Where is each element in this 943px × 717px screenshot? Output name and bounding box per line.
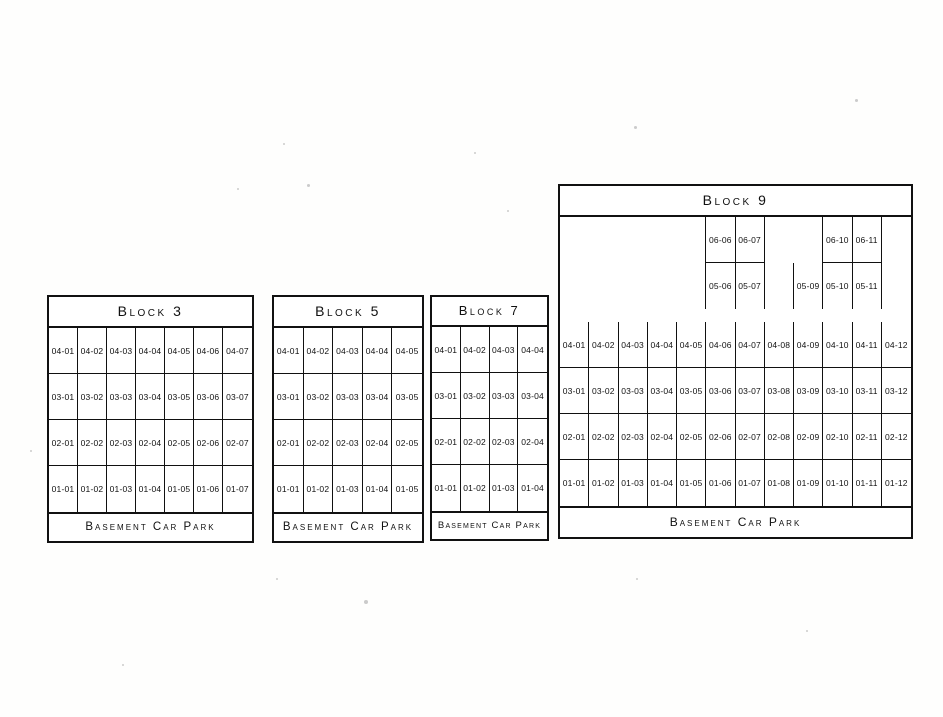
unit-cell[interactable]: 02-05 (392, 420, 422, 466)
empty-cell (677, 217, 706, 263)
unit-cell[interactable]: 04-04 (648, 322, 677, 368)
unit-cell[interactable]: 04-07 (736, 322, 765, 368)
block-5-title: Block 5 (274, 297, 422, 328)
block-5-unit-grid (274, 328, 422, 512)
unit-cell[interactable]: 01-05 (677, 460, 706, 506)
unit-cell[interactable]: 04-05 (165, 328, 194, 374)
scan-speck (507, 210, 509, 212)
unit-cell[interactable]: 01-07 (223, 466, 252, 512)
unit-cell[interactable]: 02-01 (274, 420, 304, 466)
unit-cell[interactable]: 05-07 (736, 263, 765, 309)
unit-cell[interactable]: 03-03 (333, 374, 363, 420)
unit-cell[interactable]: 02-04 (136, 420, 165, 466)
unit-cell[interactable]: 04-04 (518, 327, 547, 373)
block-9-unit-grid (560, 322, 911, 506)
scan-speck (237, 188, 239, 190)
unit-cell[interactable]: 01-01 (49, 466, 78, 512)
unit-cell[interactable]: 01-06 (706, 460, 735, 506)
unit-cell[interactable]: 01-07 (736, 460, 765, 506)
unit-cell[interactable]: 01-10 (823, 460, 852, 506)
unit-cell[interactable]: 02-01 (432, 419, 461, 465)
unit-cell[interactable]: 03-06 (194, 374, 223, 420)
unit-cell[interactable]: 02-04 (518, 419, 547, 465)
unit-cell[interactable]: 03-06 (706, 368, 735, 414)
unit-cell[interactable]: 01-02 (78, 466, 107, 512)
unit-cell[interactable]: 02-02 (461, 419, 490, 465)
unit-cell[interactable]: 02-06 (706, 414, 735, 460)
unit-cell[interactable]: 04-11 (853, 322, 882, 368)
unit-cell[interactable]: 01-08 (765, 460, 794, 506)
unit-row (432, 373, 547, 419)
unit-cell[interactable]: 03-04 (363, 374, 393, 420)
unit-cell[interactable]: 02-08 (765, 414, 794, 460)
unit-cell[interactable]: 06-06 (706, 217, 735, 263)
scan-speck (30, 450, 32, 452)
unit-cell[interactable]: 04-02 (461, 327, 490, 373)
unit-cell[interactable]: 04-02 (78, 328, 107, 374)
unit-cell[interactable]: 04-04 (136, 328, 165, 374)
unit-cell[interactable]: 03-03 (490, 373, 519, 419)
block-9-footer-label: Basement Car Park (560, 506, 911, 537)
empty-cell (589, 263, 618, 309)
unit-cell[interactable]: 03-03 (107, 374, 136, 420)
empty-cell (794, 217, 823, 263)
unit-cell[interactable]: 01-05 (392, 466, 422, 512)
unit-cell[interactable]: 03-04 (136, 374, 165, 420)
unit-cell[interactable]: 04-03 (490, 327, 519, 373)
unit-cell[interactable]: 03-01 (49, 374, 78, 420)
unit-row (432, 465, 547, 511)
empty-cell (765, 263, 794, 309)
unit-cell[interactable]: 03-01 (560, 368, 589, 414)
unit-cell[interactable]: 04-06 (194, 328, 223, 374)
unit-cell[interactable]: 04-03 (619, 322, 648, 368)
unit-cell[interactable]: 03-05 (677, 368, 706, 414)
unit-cell[interactable]: 04-02 (589, 322, 618, 368)
unit-cell[interactable]: 02-03 (333, 420, 363, 466)
unit-row-upper (560, 217, 911, 263)
unit-cell[interactable]: 03-07 (736, 368, 765, 414)
unit-cell[interactable]: 03-04 (518, 373, 547, 419)
empty-cell (765, 217, 794, 263)
unit-cell[interactable]: 02-03 (490, 419, 519, 465)
unit-cell[interactable]: 01-01 (432, 465, 461, 511)
empty-cell (619, 217, 648, 263)
grid-separator (560, 309, 911, 322)
unit-row (274, 374, 422, 420)
empty-cell (619, 263, 648, 309)
unit-cell[interactable]: 02-07 (223, 420, 252, 466)
unit-cell[interactable]: 01-01 (560, 460, 589, 506)
unit-cell[interactable]: 02-01 (560, 414, 589, 460)
unit-cell[interactable]: 03-12 (882, 368, 911, 414)
unit-cell[interactable]: 04-08 (765, 322, 794, 368)
unit-cell[interactable]: 02-03 (107, 420, 136, 466)
unit-cell[interactable]: 04-06 (706, 322, 735, 368)
unit-cell[interactable]: 01-03 (490, 465, 519, 511)
unit-row-upper (560, 263, 911, 309)
scan-speck (634, 126, 637, 129)
unit-cell[interactable]: 01-02 (461, 465, 490, 511)
unit-cell[interactable]: 03-05 (392, 374, 422, 420)
unit-cell[interactable]: 02-04 (363, 420, 393, 466)
unit-cell[interactable]: 01-02 (304, 466, 334, 512)
block-5-footer-label: Basement Car Park (274, 512, 422, 541)
empty-cell (560, 217, 589, 263)
unit-cell[interactable]: 04-04 (363, 328, 393, 374)
unit-cell[interactable]: 01-03 (619, 460, 648, 506)
unit-row (560, 460, 911, 506)
unit-row (274, 420, 422, 466)
unit-row (49, 374, 252, 420)
unit-row (432, 327, 547, 373)
unit-cell[interactable]: 01-03 (107, 466, 136, 512)
unit-cell[interactable]: 01-09 (794, 460, 823, 506)
unit-cell[interactable]: 04-03 (107, 328, 136, 374)
unit-row (274, 328, 422, 374)
unit-cell[interactable]: 02-11 (853, 414, 882, 460)
unit-cell[interactable]: 06-07 (736, 217, 765, 263)
unit-cell[interactable]: 02-02 (78, 420, 107, 466)
unit-cell[interactable]: 03-07 (223, 374, 252, 420)
scan-speck (474, 152, 476, 154)
unit-cell[interactable]: 02-05 (165, 420, 194, 466)
scan-speck (806, 630, 808, 632)
unit-cell[interactable]: 03-01 (274, 374, 304, 420)
unit-cell[interactable]: 04-09 (794, 322, 823, 368)
unit-cell[interactable]: 01-12 (882, 460, 911, 506)
unit-cell[interactable]: 05-10 (823, 263, 852, 309)
unit-cell[interactable]: 02-01 (49, 420, 78, 466)
unit-cell[interactable]: 01-06 (194, 466, 223, 512)
unit-cell[interactable]: 04-10 (823, 322, 852, 368)
scan-speck (307, 184, 310, 187)
unit-cell[interactable]: 01-04 (648, 460, 677, 506)
block-5-diagram (272, 295, 424, 543)
unit-row (560, 368, 911, 414)
unit-cell[interactable]: 03-02 (589, 368, 618, 414)
unit-cell[interactable]: 04-01 (49, 328, 78, 374)
unit-cell[interactable]: 02-05 (677, 414, 706, 460)
unit-cell[interactable]: 03-05 (165, 374, 194, 420)
unit-cell[interactable]: 03-02 (461, 373, 490, 419)
empty-cell (882, 263, 911, 309)
empty-cell (648, 217, 677, 263)
unit-cell[interactable]: 03-08 (765, 368, 794, 414)
unit-cell[interactable]: 01-11 (853, 460, 882, 506)
empty-cell (589, 217, 618, 263)
unit-cell[interactable]: 03-02 (304, 374, 334, 420)
scan-speck (855, 99, 858, 102)
block-7-title: Block 7 (432, 297, 547, 327)
scan-speck (122, 664, 124, 666)
unit-cell[interactable]: 03-04 (648, 368, 677, 414)
unit-cell[interactable]: 03-11 (853, 368, 882, 414)
unit-cell[interactable]: 02-06 (194, 420, 223, 466)
unit-cell[interactable]: 04-01 (560, 322, 589, 368)
unit-cell[interactable]: 05-11 (853, 263, 882, 309)
block-9-title: Block 9 (560, 186, 911, 217)
unit-row (49, 420, 252, 466)
unit-cell[interactable]: 02-12 (882, 414, 911, 460)
unit-cell[interactable]: 02-10 (823, 414, 852, 460)
unit-cell[interactable]: 05-06 (706, 263, 735, 309)
unit-cell[interactable]: 06-11 (853, 217, 882, 263)
unit-cell[interactable]: 04-12 (882, 322, 911, 368)
unit-row (274, 466, 422, 512)
unit-cell[interactable]: 04-07 (223, 328, 252, 374)
block-7-unit-grid (432, 327, 547, 511)
unit-cell[interactable]: 03-01 (432, 373, 461, 419)
scan-speck (276, 578, 278, 580)
unit-row (49, 328, 252, 374)
unit-row (49, 466, 252, 512)
unit-cell[interactable]: 04-05 (392, 328, 422, 374)
unit-cell[interactable]: 03-03 (619, 368, 648, 414)
unit-row (432, 419, 547, 465)
unit-cell[interactable]: 01-04 (363, 466, 393, 512)
unit-cell[interactable]: 01-04 (136, 466, 165, 512)
unit-cell[interactable]: 03-09 (794, 368, 823, 414)
unit-row (560, 414, 911, 460)
unit-cell[interactable]: 03-10 (823, 368, 852, 414)
unit-cell[interactable]: 01-05 (165, 466, 194, 512)
unit-cell[interactable]: 02-04 (648, 414, 677, 460)
empty-cell (882, 217, 911, 263)
empty-cell (677, 263, 706, 309)
unit-cell[interactable]: 03-02 (78, 374, 107, 420)
unit-cell[interactable]: 02-02 (589, 414, 618, 460)
empty-cell (648, 263, 677, 309)
unit-cell[interactable]: 02-03 (619, 414, 648, 460)
block-9-upper-grid (560, 217, 911, 309)
unit-cell[interactable]: 04-01 (432, 327, 461, 373)
unit-cell[interactable]: 01-01 (274, 466, 304, 512)
block-9-diagram (558, 184, 913, 539)
block-3-diagram (47, 295, 254, 543)
scan-speck (364, 600, 368, 604)
unit-cell[interactable]: 01-03 (333, 466, 363, 512)
block-3-unit-grid (49, 328, 252, 512)
unit-cell[interactable]: 02-07 (736, 414, 765, 460)
block-7-diagram (430, 295, 549, 541)
unit-cell[interactable]: 04-03 (333, 328, 363, 374)
block-7-footer-label: Basement Car Park (432, 511, 547, 539)
unit-row (560, 322, 911, 368)
unit-cell[interactable]: 02-02 (304, 420, 334, 466)
unit-cell[interactable]: 05-09 (794, 263, 823, 309)
scan-speck (283, 143, 285, 145)
scan-speck (636, 578, 638, 580)
unit-cell[interactable]: 01-02 (589, 460, 618, 506)
unit-cell[interactable]: 06-10 (823, 217, 852, 263)
block-3-title: Block 3 (49, 297, 252, 328)
unit-cell[interactable]: 04-02 (304, 328, 334, 374)
block-3-footer-label: Basement Car Park (49, 512, 252, 541)
unit-cell[interactable]: 01-04 (518, 465, 547, 511)
unit-cell[interactable]: 04-05 (677, 322, 706, 368)
empty-cell (560, 263, 589, 309)
unit-cell[interactable]: 04-01 (274, 328, 304, 374)
unit-cell[interactable]: 02-09 (794, 414, 823, 460)
